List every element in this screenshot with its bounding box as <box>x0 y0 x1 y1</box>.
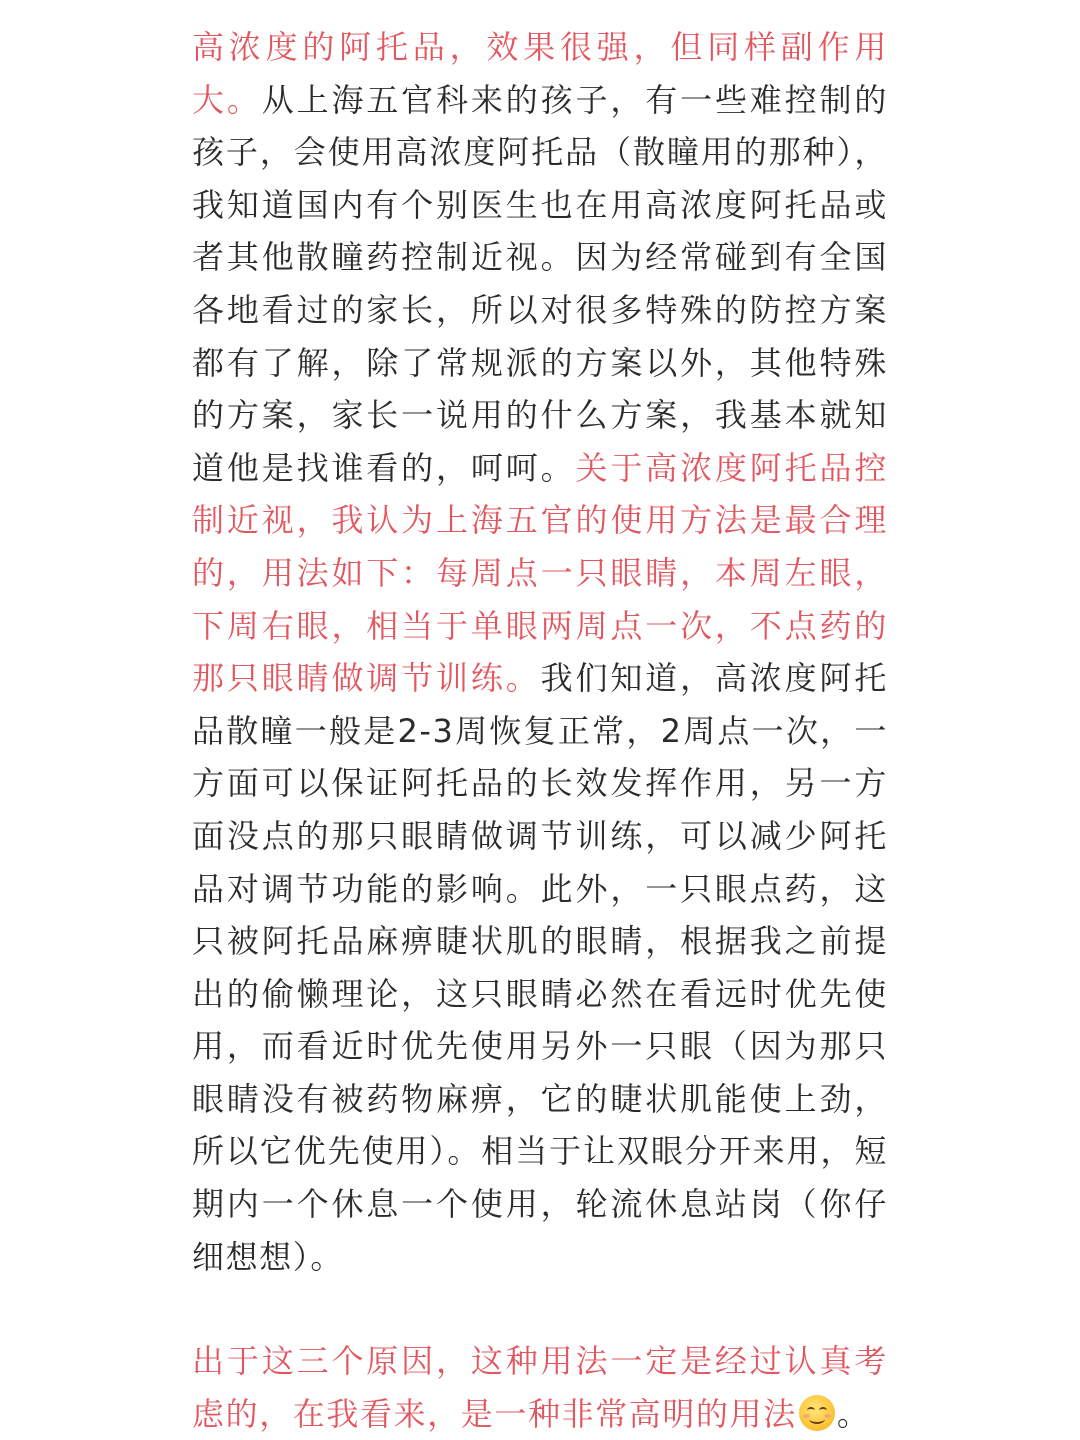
paragraph-2 <box>192 1335 888 1440</box>
highlight-text: 关于高浓度阿托品控制近视，我认为上海五官的使用方法是最合理的，用法如下：每周点一只眼睛，本周左眼，下周右眼，相当于单眼两周点一次，不点药的那只眼睛做调节训练。 <box>192 448 888 698</box>
body-text: 从上海五官科来的孩子，有一些难控制的孩子，会使用高浓度阿托品（散瞳用的那种），我知道国内有个别医生也在用高浓度阿托品或者其他散瞳药控制近视。因为经常碰到有全国各地看过的家长，所以对很多特殊的防控方案都有了解，除了常规派的方案以外，其他特殊的方案，家长一说用的什么方案，我基本就知道他是找谁看的，呵呵。 <box>192 80 888 487</box>
highlight-text: 高浓度的阿托品，效果很强，但同样副作用大。 <box>192 28 888 119</box>
highlight-text: 出于这三个原因，这种用法一定是经过认真考虑的，在我看来，是一种非常高明的用法 <box>192 1342 888 1433</box>
body-text: 我们知道，高浓度阿托品散瞳一般是2-3周恢复正常，2周点一次，一方面可以保证阿托品的长效发挥作用，另一方面没点的那只眼睛做调节训练，可以减少阿托品对调节功能的影响。此外，一只眼点药，这只被阿托品麻痹睫状肌的眼睛，根据我之前提出的偷懒理论，这只眼睛必然在看远时优先使用，而看近时优先使用另外一只眼（因为那只眼睛没有被药物麻痹，它的睫状肌能使上劲，所以它优先使用）。相当于让双眼分开来用，短期内一个休息一个使用，轮流休息站岗（你仔细想想）。 <box>192 659 888 1276</box>
body-text: 。 <box>836 1394 871 1433</box>
article-body <box>192 21 888 1440</box>
smiling-face-emoji-icon <box>799 1395 835 1431</box>
paragraph-1 <box>192 21 888 1283</box>
